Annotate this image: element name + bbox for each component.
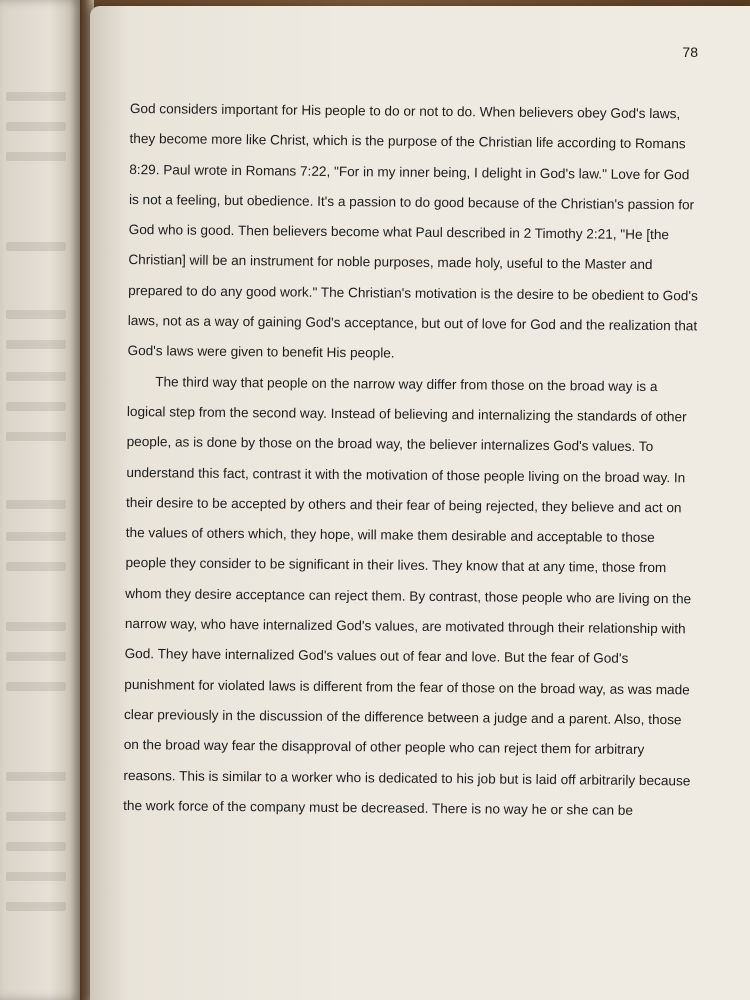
show-through-line (6, 310, 66, 319)
show-through-line (6, 500, 66, 509)
show-through-line (6, 402, 66, 411)
page-number: 78 (682, 44, 698, 60)
show-through-line (6, 92, 66, 101)
show-through-line (6, 372, 66, 381)
show-through-line (6, 902, 66, 911)
show-through-line (6, 872, 66, 881)
body-text (123, 94, 700, 827)
show-through-line (6, 562, 66, 571)
right-page (90, 6, 750, 1000)
paragraph-continued: God considers important for His people to do or not to do. When believers obey God's laws, they become more like Christ, which is the purpose of the Christian life according to Romans 8:29. Paul wrote in Romans 7:22, "For in my inner being, I delight in God's law." Love for God is not a feeling, but obedience. It's a passion to do good because of the Christian's passion for God who is good. Then believers become what Paul described in 2 Timothy 2:21, "He [the Christian] will be an instrument for noble purposes, made holy, useful to the Master and prepared to do any good work." The Christian's motivation is the desire to be obedient to God's laws, not as a way of gaining God's acceptance, but out of love for God and the realization that God's laws were given to benefit His people. (127, 100, 698, 361)
show-through-line (6, 772, 66, 781)
show-through-line (6, 622, 66, 631)
show-through-line (6, 122, 66, 131)
show-through-line (6, 432, 66, 441)
left-page-edge (0, 0, 82, 1000)
show-through-line (6, 812, 66, 821)
show-through-line (6, 242, 66, 251)
show-through-line (6, 842, 66, 851)
show-through-line (6, 682, 66, 691)
show-through-line (6, 340, 66, 349)
show-through-line (6, 652, 66, 661)
paragraph-third-way: The third way that people on the narrow way differ from those on the broad way is a logical step from the second way. Instead of believing and internalizing the standards of other people, as is done by those on the broad way, the believer internalizes God's values. To understand this fact, contrast it with the motivation of those people living on the broad way. In their desire to be accepted by others and their fear of being rejected, they believe and act on the values of others which, they hope, will make them desirable and acceptable to those people they consider to be significant in their lives. They know that at any time, those from whom they desire acceptance can reject them. By contrast, those people who are living on the narrow way, who have internalized God's values, are motivated through their relationship with God. They have internalized God's values out of fear and love. But the fear of God's punishment for violated laws is different from the fear of those on the broad way, as was made clear previously in the discussion of the difference between a judge and a parent. Also, those on the broad way fear the disapproval of other people who can reject them for arbitrary reasons. This is similar to a worker who is dedicated to his job but is laid off arbitrarily because the work force of the company must be decreased. There is no way he or she can be (123, 373, 692, 818)
show-through-line (6, 152, 66, 161)
show-through-line (6, 532, 66, 541)
